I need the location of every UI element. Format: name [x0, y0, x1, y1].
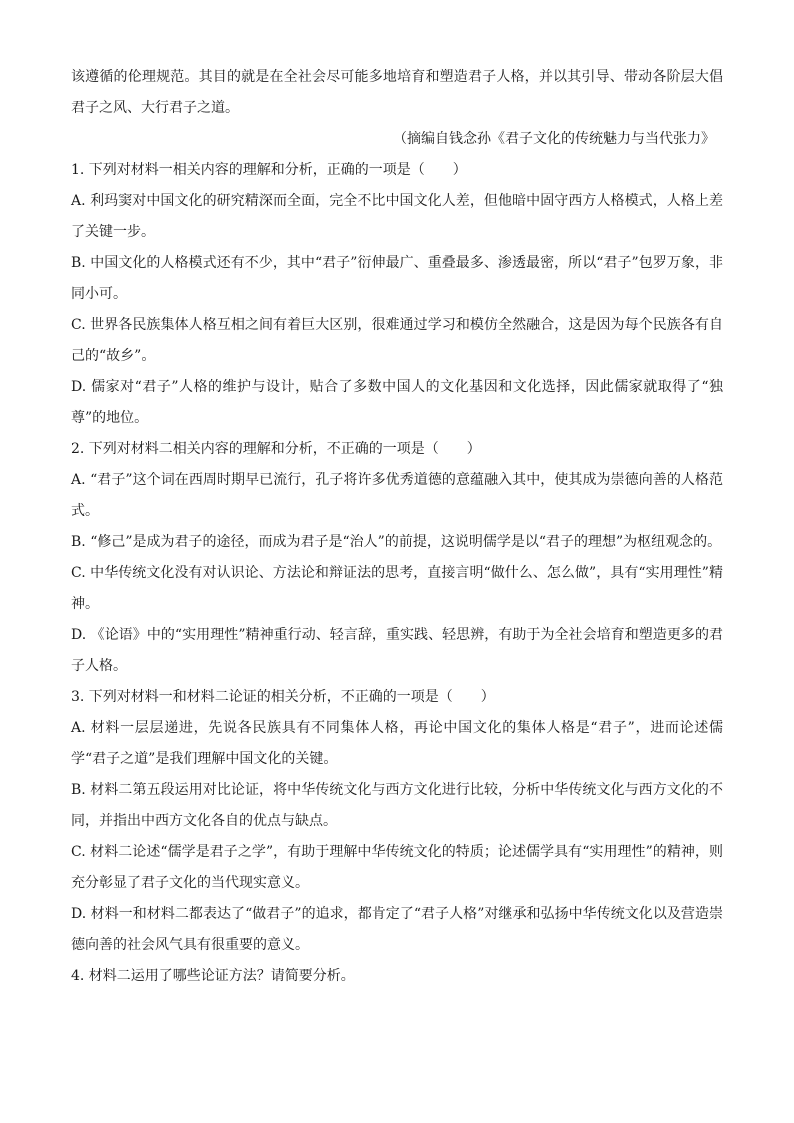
question-stem: 3. 下列对材料一和材料二论证的相关分析，不正确的一项是（ ）	[71, 689, 495, 705]
intro-paragraph: 该遵循的伦理规范。其目的就是在全社会尽可能多地培育和塑造君子人格，并以其引导、带动各阶层大倡君子之风、大行君子之道。	[71, 69, 723, 116]
source-citation: （摘编自钱念孙《君子文化的传统魅力与当代张力》	[393, 131, 715, 147]
option-b: B. 中国文化的人格模式还有不少，其中“君子”衍伸最广、重叠最多、渗透最密，所以“君子”包罗万象，非同小可。	[71, 255, 723, 302]
document-page	[71, 62, 723, 992]
question-4	[71, 961, 723, 992]
option-b: B. 材料二第五段运用对比论证，将中华传统文化与西方文化进行比较，分析中华传统文化与西方文化的不同，并指出中西方文化各自的优点与缺点。	[71, 782, 723, 829]
option-c: C. 材料二论述“儒学是君子之学”，有助于理解中华传统文化的特质；论述儒学具有“实用理性”的精神，则充分彰显了君子文化的当代现实意义。	[71, 844, 723, 891]
question-1	[71, 155, 723, 434]
question-stem: 1. 下列对材料一相关内容的理解和分析，正确的一项是（ ）	[71, 162, 467, 178]
option-b: B. “修己”是成为君子的途径，而成为君子是“治人”的前提，这说明儒学是以“君子的理想”为枢纽观念的。	[71, 534, 722, 550]
option-a: A. 材料一层层递进，先说各民族具有不同集体人格，再论中国文化的集体人格是“君子”，进而论述儒学“君子之道”是我们理解中国文化的关键。	[71, 720, 723, 767]
option-a: A. 利玛窦对中国文化的研究精深而全面，完全不比中国文化人差，但他暗中固守西方人格模式，人格上差了关键一步。	[71, 193, 723, 240]
question-stem: 4. 材料二运用了哪些论证方法？请简要分析。	[71, 968, 355, 984]
question-2	[71, 434, 723, 682]
option-d: D. 儒家对“君子”人格的维护与设计，贴合了多数中国人的文化基因和文化选择，因此儒家就取得了“独尊”的地位。	[71, 379, 723, 426]
question-3	[71, 682, 723, 961]
option-d: D. 《论语》中的“实用理性”精神重行动、轻言辞，重实践、轻思辨，有助于为全社会培育和塑造更多的君子人格。	[71, 627, 723, 674]
option-c: C. 世界各民族集体人格互相之间有着巨大区别，很难通过学习和模仿全然融合，这是因为每个民族各有自己的“故乡”。	[71, 317, 723, 364]
option-c: C. 中华传统文化没有对认识论、方法论和辩证法的思考，直接言明“做什么、怎么做”，具有“实用理性”精神。	[71, 565, 723, 612]
option-a: A. “君子”这个词在西周时期早已流行，孔子将许多优秀道德的意蕴融入其中，使其成为崇德向善的人格范式。	[71, 472, 723, 519]
question-stem: 2. 下列对材料二相关内容的理解和分析，不正确的一项是（ ）	[71, 441, 481, 457]
option-d: D. 材料一和材料二都表达了“做君子”的追求，都肯定了“君子人格”对继承和弘扬中华传统文化以及营造崇德向善的社会风气具有很重要的意义。	[71, 906, 723, 953]
